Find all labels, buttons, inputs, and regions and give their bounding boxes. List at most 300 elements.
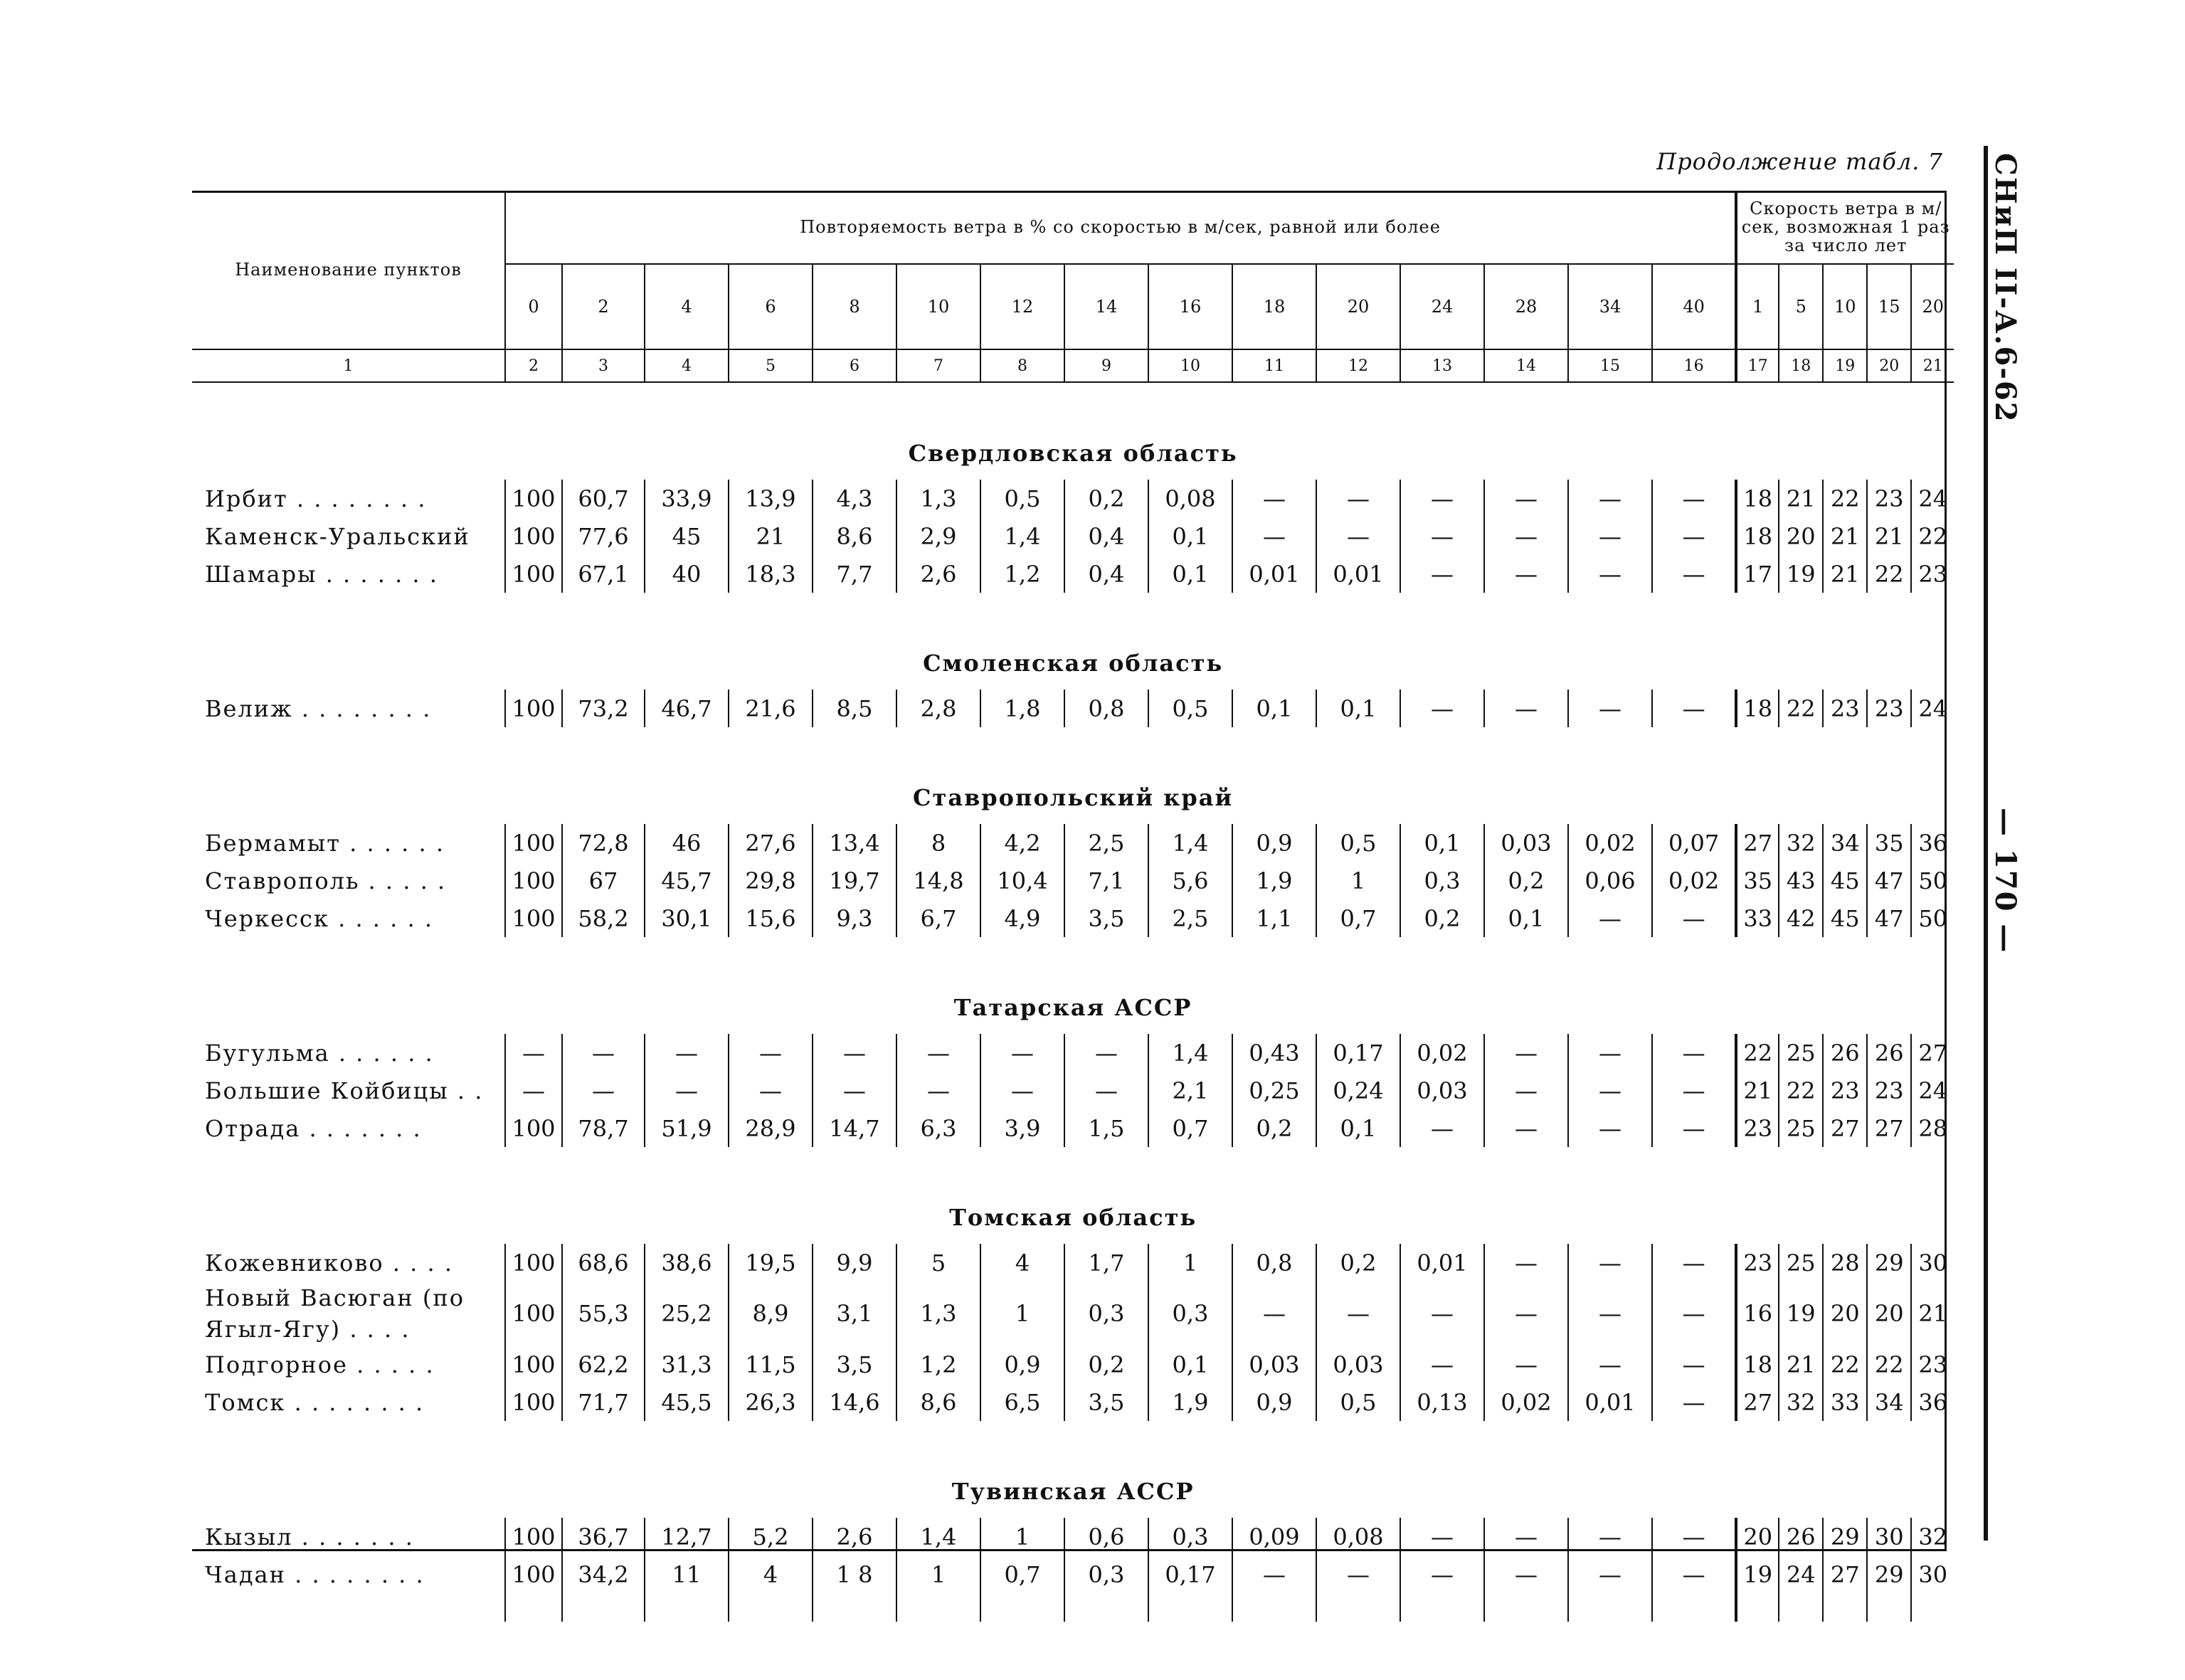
station-name: Черкесск . . . . . . [205, 904, 433, 932]
cell-repeat: — [1064, 1034, 1148, 1072]
table-end-row [192, 1593, 1954, 1622]
cell-repeat: 0,17 [1316, 1034, 1400, 1072]
cell-repeat: 100 [505, 824, 562, 862]
cell-repeat: — [562, 1072, 645, 1109]
cell-repeat: 3,5 [1064, 899, 1148, 937]
cell-repeat: 100 [505, 1244, 562, 1282]
cell-speed-years: 30 [1867, 1518, 1911, 1555]
cell-repeat: — [505, 1034, 562, 1072]
cell-repeat: 28,9 [729, 1109, 813, 1147]
cell-repeat: 46,7 [645, 690, 729, 727]
cell-repeat: 1 [896, 1555, 980, 1593]
cell-repeat: 4,9 [980, 899, 1064, 937]
cell-repeat: — [1316, 1555, 1400, 1593]
cell-repeat: — [1652, 1346, 1736, 1383]
cell-repeat: 1,2 [896, 1346, 980, 1383]
cell-speed-years: 21 [1867, 517, 1911, 555]
cell-repeat: 1,4 [1148, 1034, 1232, 1072]
cell-speed-years: 30 [1911, 1244, 1954, 1282]
cell-repeat: 0,2 [1400, 899, 1484, 937]
cell-repeat: 77,6 [562, 517, 645, 555]
region-title: Свердловская область [908, 440, 1238, 467]
table-end-cell [1400, 1593, 1484, 1622]
station-name: Подгорное . . . . . [205, 1351, 435, 1378]
table-end-cell [1484, 1593, 1568, 1622]
column-number-16: 16 [1652, 349, 1736, 382]
table-row [192, 480, 1954, 517]
cell-repeat: — [1484, 1034, 1568, 1072]
cell-repeat: — [1652, 1109, 1736, 1147]
cell-repeat: 0,5 [1316, 1383, 1400, 1421]
cell-repeat: 0,2 [1064, 480, 1148, 517]
cell-repeat: 1 [980, 1518, 1064, 1555]
cell-repeat: 14,6 [813, 1383, 896, 1421]
station-name: Каменск-Уральский [205, 522, 470, 550]
cell-repeat: 100 [505, 480, 562, 517]
cell-repeat: — [1484, 1109, 1568, 1147]
cell-speed-years: 34 [1823, 824, 1867, 862]
cell-speed-years: 27 [1823, 1109, 1867, 1147]
cell-repeat: 0,8 [1064, 690, 1148, 727]
table-row [192, 1346, 1954, 1383]
table-end-cell [1911, 1593, 1954, 1622]
column-number-6: 6 [813, 349, 896, 382]
column-number-4: 4 [645, 349, 729, 382]
header-speed-5: 10 [896, 264, 980, 349]
cell-repeat: — [1484, 1346, 1568, 1383]
cell-repeat: 0,5 [980, 480, 1064, 517]
cell-repeat: 2,5 [1064, 824, 1148, 862]
cell-speed-years: 21 [1911, 1282, 1954, 1346]
cell-repeat: — [1568, 1555, 1652, 1593]
cell-repeat: 0,1 [1316, 1109, 1400, 1147]
region-title: Татарская АССР [953, 994, 1192, 1021]
column-number-19: 19 [1823, 349, 1867, 382]
table-row [192, 1034, 1954, 1072]
table-row [192, 824, 1954, 862]
header-speed-13: 34 [1568, 264, 1652, 349]
cell-repeat: 1,3 [896, 480, 980, 517]
cell-repeat: 2,6 [813, 1518, 896, 1555]
column-number-9: 9 [1064, 349, 1148, 382]
region-title: Ставропольский край [913, 784, 1234, 811]
cell-speed-years: 23 [1823, 1072, 1867, 1109]
cell-repeat: 1,9 [1232, 862, 1316, 899]
cell-repeat: 45,5 [645, 1383, 729, 1421]
cell-repeat: — [1568, 1346, 1652, 1383]
table-end-cell [1232, 1593, 1316, 1622]
cell-repeat: — [1652, 1034, 1736, 1072]
cell-repeat: — [813, 1034, 896, 1072]
cell-speed-years: 47 [1867, 899, 1911, 937]
cell-repeat: 100 [505, 899, 562, 937]
cell-repeat: 1 [1148, 1244, 1232, 1282]
cell-speed-years: 28 [1911, 1109, 1954, 1147]
table-end-cell [1736, 1593, 1779, 1622]
cell-repeat: — [896, 1072, 980, 1109]
header-speed-7: 14 [1064, 264, 1148, 349]
cell-speed-years: 27 [1867, 1109, 1911, 1147]
cell-repeat: 0,9 [980, 1346, 1064, 1383]
cell-repeat: 100 [505, 1383, 562, 1421]
cell-speed-years: 26 [1779, 1518, 1823, 1555]
station-name: Большие Койбицы . . [205, 1077, 484, 1104]
table-end-cell [192, 1593, 505, 1622]
cell-repeat: 100 [505, 1346, 562, 1383]
cell-repeat: 1,3 [896, 1282, 980, 1346]
cell-speed-years: 27 [1736, 1383, 1779, 1421]
cell-repeat: — [1568, 517, 1652, 555]
cell-repeat: 0,1 [1148, 1346, 1232, 1383]
cell-speed-years: 32 [1779, 1383, 1823, 1421]
table-end-cell [1823, 1593, 1867, 1622]
column-number-5: 5 [729, 349, 813, 382]
cell-repeat: — [1568, 555, 1652, 593]
cell-speed-years: 18 [1736, 1346, 1779, 1383]
cell-repeat: 0,01 [1316, 555, 1400, 593]
region-title: Томская область [949, 1204, 1197, 1231]
cell-repeat: — [1568, 690, 1652, 727]
column-number-13: 13 [1400, 349, 1484, 382]
cell-repeat: 2,1 [1148, 1072, 1232, 1109]
side-rule [1984, 146, 1988, 1541]
cell-speed-years: 25 [1779, 1109, 1823, 1147]
cell-repeat: 73,2 [562, 690, 645, 727]
cell-speed-years: 24 [1911, 480, 1954, 517]
cell-repeat: 0,24 [1316, 1072, 1400, 1109]
cell-repeat: 9,3 [813, 899, 896, 937]
cell-repeat: — [813, 1072, 896, 1109]
column-number-12: 12 [1316, 349, 1400, 382]
cell-repeat: 9,9 [813, 1244, 896, 1282]
cell-repeat: 7,1 [1064, 862, 1148, 899]
header-speed-14: 40 [1652, 264, 1736, 349]
cell-speed-years: 34 [1867, 1383, 1911, 1421]
cell-repeat: 31,3 [645, 1346, 729, 1383]
cell-speed-years: 47 [1867, 862, 1911, 899]
cell-repeat: 68,6 [562, 1244, 645, 1282]
cell-repeat: 2,6 [896, 555, 980, 593]
cell-repeat: 12,7 [645, 1518, 729, 1555]
cell-speed-years: 32 [1911, 1518, 1954, 1555]
cell-speed-years: 25 [1779, 1034, 1823, 1072]
column-number-7: 7 [896, 349, 980, 382]
cell-repeat: — [505, 1072, 562, 1109]
cell-repeat: 0,2 [1316, 1244, 1400, 1282]
cell-repeat: 6,7 [896, 899, 980, 937]
cell-repeat: — [1484, 517, 1568, 555]
column-number-21: 21 [1911, 349, 1954, 382]
cell-speed-years: 21 [1823, 517, 1867, 555]
cell-repeat: — [1484, 555, 1568, 593]
table-row [192, 862, 1954, 899]
header-speed-8: 16 [1148, 264, 1232, 349]
cell-repeat: — [645, 1034, 729, 1072]
cell-repeat: 58,2 [562, 899, 645, 937]
station-name: Ирбит . . . . . . . . [205, 485, 427, 512]
cell-repeat: — [729, 1072, 813, 1109]
cell-repeat: 1,4 [896, 1518, 980, 1555]
cell-speed-years: 24 [1779, 1555, 1823, 1593]
cell-speed-years: 21 [1779, 1346, 1823, 1383]
column-number-1: 1 [192, 349, 505, 382]
cell-repeat: — [1400, 1109, 1484, 1147]
cell-repeat: 0,2 [1484, 862, 1568, 899]
cell-repeat: 0,06 [1568, 862, 1652, 899]
table-row [192, 517, 1954, 555]
cell-speed-years: 26 [1823, 1034, 1867, 1072]
column-number-11: 11 [1232, 349, 1316, 382]
cell-repeat: 1,4 [1148, 824, 1232, 862]
table-end-cell [813, 1593, 896, 1622]
cell-speed-years: 20 [1823, 1282, 1867, 1346]
cell-speed-years: 27 [1911, 1034, 1954, 1072]
column-number-15: 15 [1568, 349, 1652, 382]
cell-speed-years: 20 [1867, 1282, 1911, 1346]
cell-speed-years: 21 [1736, 1072, 1779, 1109]
cell-repeat: 0,3 [1400, 862, 1484, 899]
cell-repeat: — [1652, 690, 1736, 727]
cell-repeat: — [1652, 1244, 1736, 1282]
region-title: Тувинская АССР [951, 1478, 1195, 1505]
cell-speed-years: 18 [1736, 690, 1779, 727]
cell-repeat: — [1652, 899, 1736, 937]
cell-speed-years: 22 [1779, 1072, 1823, 1109]
cell-repeat: 18,3 [729, 555, 813, 593]
header-speed-12: 28 [1484, 264, 1568, 349]
cell-speed-years: 23 [1867, 480, 1911, 517]
cell-repeat: 100 [505, 1555, 562, 1593]
cell-repeat: 0,8 [1232, 1244, 1316, 1282]
cell-repeat: 0,7 [1148, 1109, 1232, 1147]
cell-repeat: 8,6 [813, 517, 896, 555]
cell-repeat: 0,25 [1232, 1072, 1316, 1109]
cell-speed-years: 23 [1823, 690, 1867, 727]
table-end-cell [645, 1593, 729, 1622]
cell-repeat: — [1316, 1282, 1400, 1346]
cell-repeat: — [1568, 480, 1652, 517]
cell-repeat: 0,4 [1064, 517, 1148, 555]
station-name: Чадан . . . . . . . . [205, 1560, 425, 1588]
cell-repeat: 1,9 [1148, 1383, 1232, 1421]
cell-speed-years: 25 [1779, 1244, 1823, 1282]
cell-repeat: 67,1 [562, 555, 645, 593]
table-end-cell [1568, 1593, 1652, 1622]
cell-speed-years: 23 [1867, 690, 1911, 727]
cell-speed-years: 29 [1867, 1244, 1911, 1282]
cell-repeat: 0,1 [1232, 690, 1316, 727]
cell-speed-years: 29 [1867, 1555, 1911, 1593]
cell-repeat: — [1484, 1555, 1568, 1593]
cell-repeat: 0,3 [1148, 1282, 1232, 1346]
cell-repeat: 0,3 [1148, 1518, 1232, 1555]
cell-repeat: 3,5 [813, 1346, 896, 1383]
station-name: Шамары . . . . . . . [205, 560, 438, 588]
region-title: Смоленская область [923, 650, 1224, 677]
cell-speed-years: 17 [1736, 555, 1779, 593]
cell-repeat: 33,9 [645, 480, 729, 517]
cell-speed-years: 42 [1779, 899, 1823, 937]
station-name: Бермамыт . . . . . . [205, 829, 445, 857]
cell-repeat: 8,9 [729, 1282, 813, 1346]
cell-repeat: 4,3 [813, 480, 896, 517]
cell-repeat: — [980, 1072, 1064, 1109]
cell-repeat: 4 [980, 1244, 1064, 1282]
station-name: Томск . . . . . . . . [205, 1388, 425, 1416]
cell-repeat: 26,3 [729, 1383, 813, 1421]
cell-speed-years: 18 [1736, 480, 1779, 517]
cell-repeat: — [1316, 517, 1400, 555]
cell-repeat: 0,03 [1400, 1072, 1484, 1109]
cell-speed-years: 28 [1823, 1244, 1867, 1282]
region-row [192, 593, 1954, 690]
cell-speed-years: 20 [1779, 517, 1823, 555]
header-years-3: 15 [1867, 264, 1911, 349]
cell-repeat: 19,7 [813, 862, 896, 899]
cell-repeat: 4 [729, 1555, 813, 1593]
region-row [192, 1421, 1954, 1518]
cell-repeat: 21 [729, 517, 813, 555]
cell-repeat: 100 [505, 1109, 562, 1147]
cell-repeat: — [1400, 1346, 1484, 1383]
cell-repeat: 0,01 [1232, 555, 1316, 593]
cell-repeat: 3,5 [1064, 1383, 1148, 1421]
header-speed-0: 0 [505, 264, 562, 349]
cell-speed-years: 18 [1736, 517, 1779, 555]
cell-repeat: 1,4 [980, 517, 1064, 555]
column-number-14: 14 [1484, 349, 1568, 382]
column-number-2: 2 [505, 349, 562, 382]
header-speed-2: 4 [645, 264, 729, 349]
cell-repeat: — [1400, 1518, 1484, 1555]
header-speed-3: 6 [729, 264, 813, 349]
cell-speed-years: 19 [1779, 1282, 1823, 1346]
cell-speed-years: 19 [1779, 555, 1823, 593]
cell-repeat: 0,01 [1568, 1383, 1652, 1421]
cell-repeat: — [896, 1034, 980, 1072]
cell-speed-years: 24 [1911, 690, 1954, 727]
cell-repeat: 25,2 [645, 1282, 729, 1346]
cell-repeat: 1 [980, 1282, 1064, 1346]
region-row [192, 1147, 1954, 1244]
cell-speed-years: 27 [1823, 1555, 1867, 1593]
station-name: Отрада . . . . . . . [205, 1114, 422, 1142]
cell-repeat: — [1400, 517, 1484, 555]
table-continuation-caption: Продолжение табл. 7 [1656, 148, 1943, 175]
cell-repeat: — [1316, 480, 1400, 517]
cell-speed-years: 22 [1867, 555, 1911, 593]
cell-speed-years: 20 [1736, 1518, 1779, 1555]
cell-repeat: 0,02 [1568, 824, 1652, 862]
cell-speed-years: 50 [1911, 862, 1954, 899]
cell-repeat: 0,3 [1064, 1282, 1148, 1346]
cell-repeat: — [1484, 480, 1568, 517]
cell-repeat: 0,4 [1064, 555, 1148, 593]
cell-repeat: — [1568, 1034, 1652, 1072]
cell-speed-years: 45 [1823, 899, 1867, 937]
cell-repeat: — [1568, 1518, 1652, 1555]
cell-repeat: 78,7 [562, 1109, 645, 1147]
cell-repeat: 15,6 [729, 899, 813, 937]
table-end-cell [562, 1593, 645, 1622]
cell-repeat: 0,01 [1400, 1244, 1484, 1282]
cell-repeat: 71,7 [562, 1383, 645, 1421]
cell-repeat: 2,5 [1148, 899, 1232, 937]
cell-repeat: 19,5 [729, 1244, 813, 1282]
cell-repeat: — [1652, 1282, 1736, 1346]
header-repeat-group: Повторяемость ветра в % со скоростью в м/сек, равной или более [505, 191, 1736, 264]
cell-repeat: 0,1 [1148, 517, 1232, 555]
cell-repeat: 5,6 [1148, 862, 1232, 899]
cell-speed-years: 36 [1911, 824, 1954, 862]
page-number: — 170 — [1989, 808, 2022, 954]
column-number-10: 10 [1148, 349, 1232, 382]
column-number-8: 8 [980, 349, 1064, 382]
cell-repeat: — [1652, 1072, 1736, 1109]
cell-speed-years: 23 [1911, 1346, 1954, 1383]
cell-repeat: — [1400, 480, 1484, 517]
cell-repeat: — [1652, 1518, 1736, 1555]
cell-repeat: 51,9 [645, 1109, 729, 1147]
cell-repeat: 0,6 [1064, 1518, 1148, 1555]
cell-speed-years: 35 [1867, 824, 1911, 862]
cell-repeat: — [729, 1034, 813, 1072]
cell-repeat: 1,1 [1232, 899, 1316, 937]
table-end-cell [729, 1593, 813, 1622]
cell-speed-years: 35 [1736, 862, 1779, 899]
cell-repeat: — [1652, 1383, 1736, 1421]
table-row [192, 555, 1954, 593]
cell-repeat: — [1652, 1555, 1736, 1593]
cell-repeat: 46 [645, 824, 729, 862]
cell-repeat: 8,6 [896, 1383, 980, 1421]
cell-repeat: 14,7 [813, 1109, 896, 1147]
cell-repeat: 0,5 [1148, 690, 1232, 727]
cell-repeat: 36,7 [562, 1518, 645, 1555]
station-name: Кызыл . . . . . . . [205, 1523, 414, 1550]
cell-repeat: — [562, 1034, 645, 1072]
cell-repeat: — [1484, 1244, 1568, 1282]
cell-repeat: 0,02 [1652, 862, 1736, 899]
cell-repeat: 100 [505, 517, 562, 555]
cell-repeat: 0,1 [1484, 899, 1568, 937]
cell-speed-years: 23 [1911, 555, 1954, 593]
cell-speed-years: 22 [1911, 517, 1954, 555]
table-row [192, 899, 1954, 937]
document-code: СНиП II-А.6-62 [1989, 153, 2022, 423]
cell-repeat: — [1484, 1072, 1568, 1109]
cell-repeat: 100 [505, 690, 562, 727]
cell-repeat: 100 [505, 1518, 562, 1555]
cell-speed-years: 27 [1736, 824, 1779, 862]
cell-repeat: — [1232, 480, 1316, 517]
cell-repeat: 0,3 [1064, 1555, 1148, 1593]
cell-repeat: — [1568, 1244, 1652, 1282]
cell-repeat: 1,5 [1064, 1109, 1148, 1147]
table-end-cell [505, 1593, 562, 1622]
cell-repeat: 100 [505, 555, 562, 593]
cell-repeat: 1 8 [813, 1555, 896, 1593]
cell-repeat: 0,03 [1232, 1346, 1316, 1383]
table-row [192, 690, 1954, 727]
table-end-cell [1867, 1593, 1911, 1622]
header-years-4: 20 [1911, 264, 1954, 349]
cell-repeat: 72,8 [562, 824, 645, 862]
cell-repeat: 0,9 [1232, 1383, 1316, 1421]
cell-repeat: 13,4 [813, 824, 896, 862]
cell-repeat: 45 [645, 517, 729, 555]
cell-repeat: 14,8 [896, 862, 980, 899]
